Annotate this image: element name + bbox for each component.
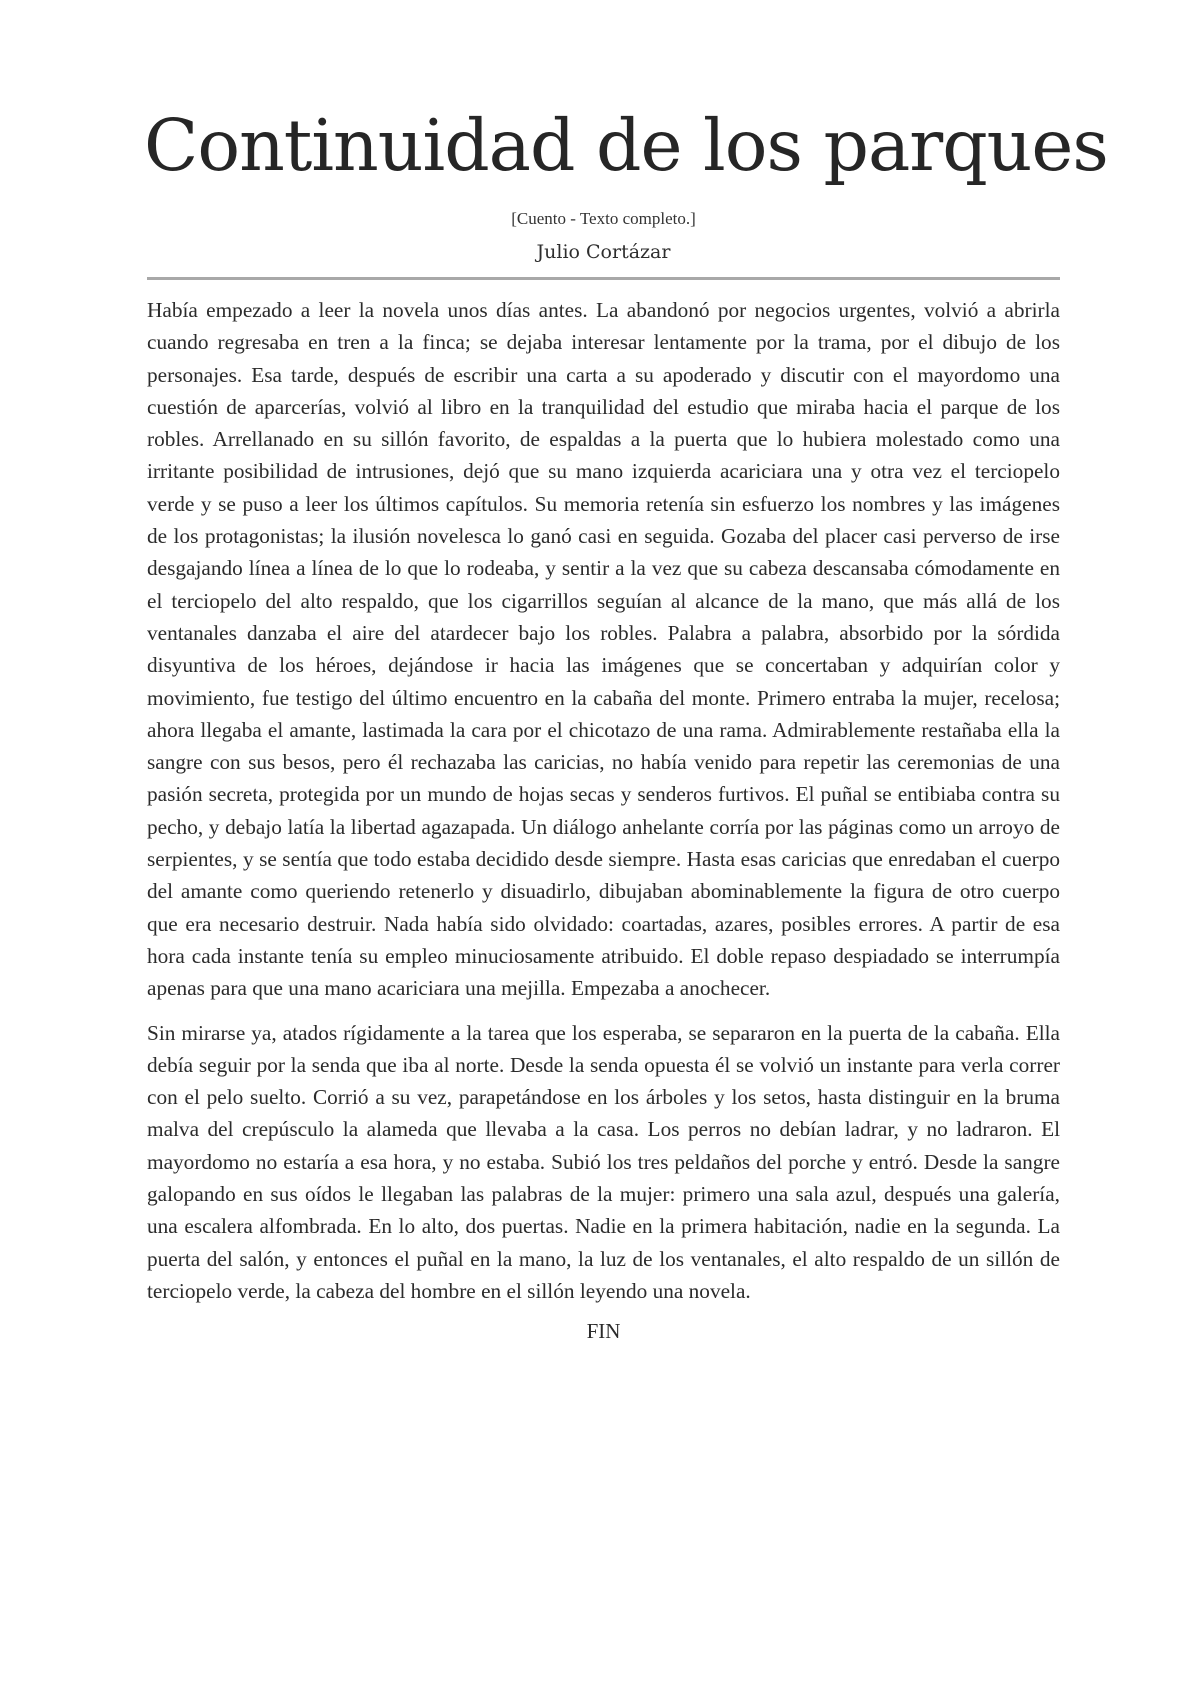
document-subtitle: [Cuento - Texto completo.] [511, 209, 696, 228]
document-page [144, 104, 1108, 1344]
paragraph-1: Había empezado a leer la novela unos días antes. La abandonó por negocios urgentes, volvió a abrirla cuando regresaba en tren a la finca; se dejaba interesar lentamente por la trama, por el dibujo de los personajes. Esa tarde, después de escribir una carta a su apoderado y discutir con el mayordomo una cuestión de aparcerías, volvió al libro en la tranquilidad del estudio que miraba hacia el parque de los robles. Arrellanado en su sillón favorito, de espaldas a la puerta que lo hubiera molestado como una irritante posibilidad de intrusiones, dejó que su mano izquierda acariciara una y otra vez el terciopelo verde y se puso a leer los últimos capítulos. Su memoria retenía sin esfuerzo los nombres y las imágenes de los protagonistas; la ilusión novelesca lo ganó casi en seguida. Gozaba del placer casi perverso de irse desgajando línea a línea de lo que lo rodeaba, y sentir a la vez que su cabeza descansaba cómodamente en el terciopelo del alto respaldo, que los cigarrillos seguían al alcance de la mano, que más allá de los ventanales danzaba el aire del atardecer bajo los robles. Palabra a palabra, absorbido por la sórdida disyuntiva de los héroes, dejándose ir hacia las imágenes que se concertaban y adquirían color y movimiento, fue testigo del último encuentro en la cabaña del monte. Primero entraba la mujer, recelosa; ahora llegaba el amante, lastimada la cara por el chicotazo de una rama. Admirablemente restañaba ella la sangre con sus besos, pero él rechazaba las caricias, no había venido para repetir las ceremonias de una pasión secreta, protegida por un mundo de hojas secas y senderos furtivos. El puñal se entibiaba contra su pecho, y debajo latía la libertad agazapada. Un diálogo anhelante corría por las páginas como un arroyo de serpientes, y se sentía que todo estaba decidido desde siempre. Hasta esas caricias que enredaban el cuerpo del amante como queriendo retenerlo y disuadirlo, dibujaban abominablemente la figura de otro cuerpo que era necesario destruir. Nada había sido olvidado: coartadas, azares, posibles errores. A partir de esa hora cada instante tenía su empleo minuciosamente atribuido. El doble repaso despiadado se interrumpía apenas para que una mano acariciara una mejilla. Empezaba a anochecer. [147, 298, 1060, 1001]
title-divider [147, 277, 1060, 280]
story-ending: FIN [586, 1319, 621, 1344]
paragraph-2: Sin mirarse ya, atados rígidamente a la tarea que los esperaba, se separaron en la puerta de la cabaña. Ella debía seguir por la senda que iba al norte. Desde la senda opuesta él se volvió un instante para verla correr con el pelo suelto. Corrió a su vez, parapetándose en los árboles y los setos, hasta distinguir en la bruma malva del crepúsculo la alameda que llevaba a la casa. Los perros no debían ladrar, y no ladraron. El mayordomo no estaría a esa hora, y no estaba. Subió los tres peldaños del porche y entró. Desde la sangre galopando en sus oídos le llegaban las palabras de la mujer: primero una sala azul, después una galería, una escalera alfombrada. En lo alto, dos puertas. Nadie en la primera habitación, nadie en la segunda. La puerta del salón, y entonces el puñal en la mano, la luz de los ventanales, el alto respaldo de un sillón de terciopelo verde, la cabeza del hombre en el sillón leyendo una novela. [147, 1020, 1060, 1303]
author-name: Julio Cortázar [536, 241, 671, 263]
document-title: Continuidad de los parques [144, 104, 1108, 187]
